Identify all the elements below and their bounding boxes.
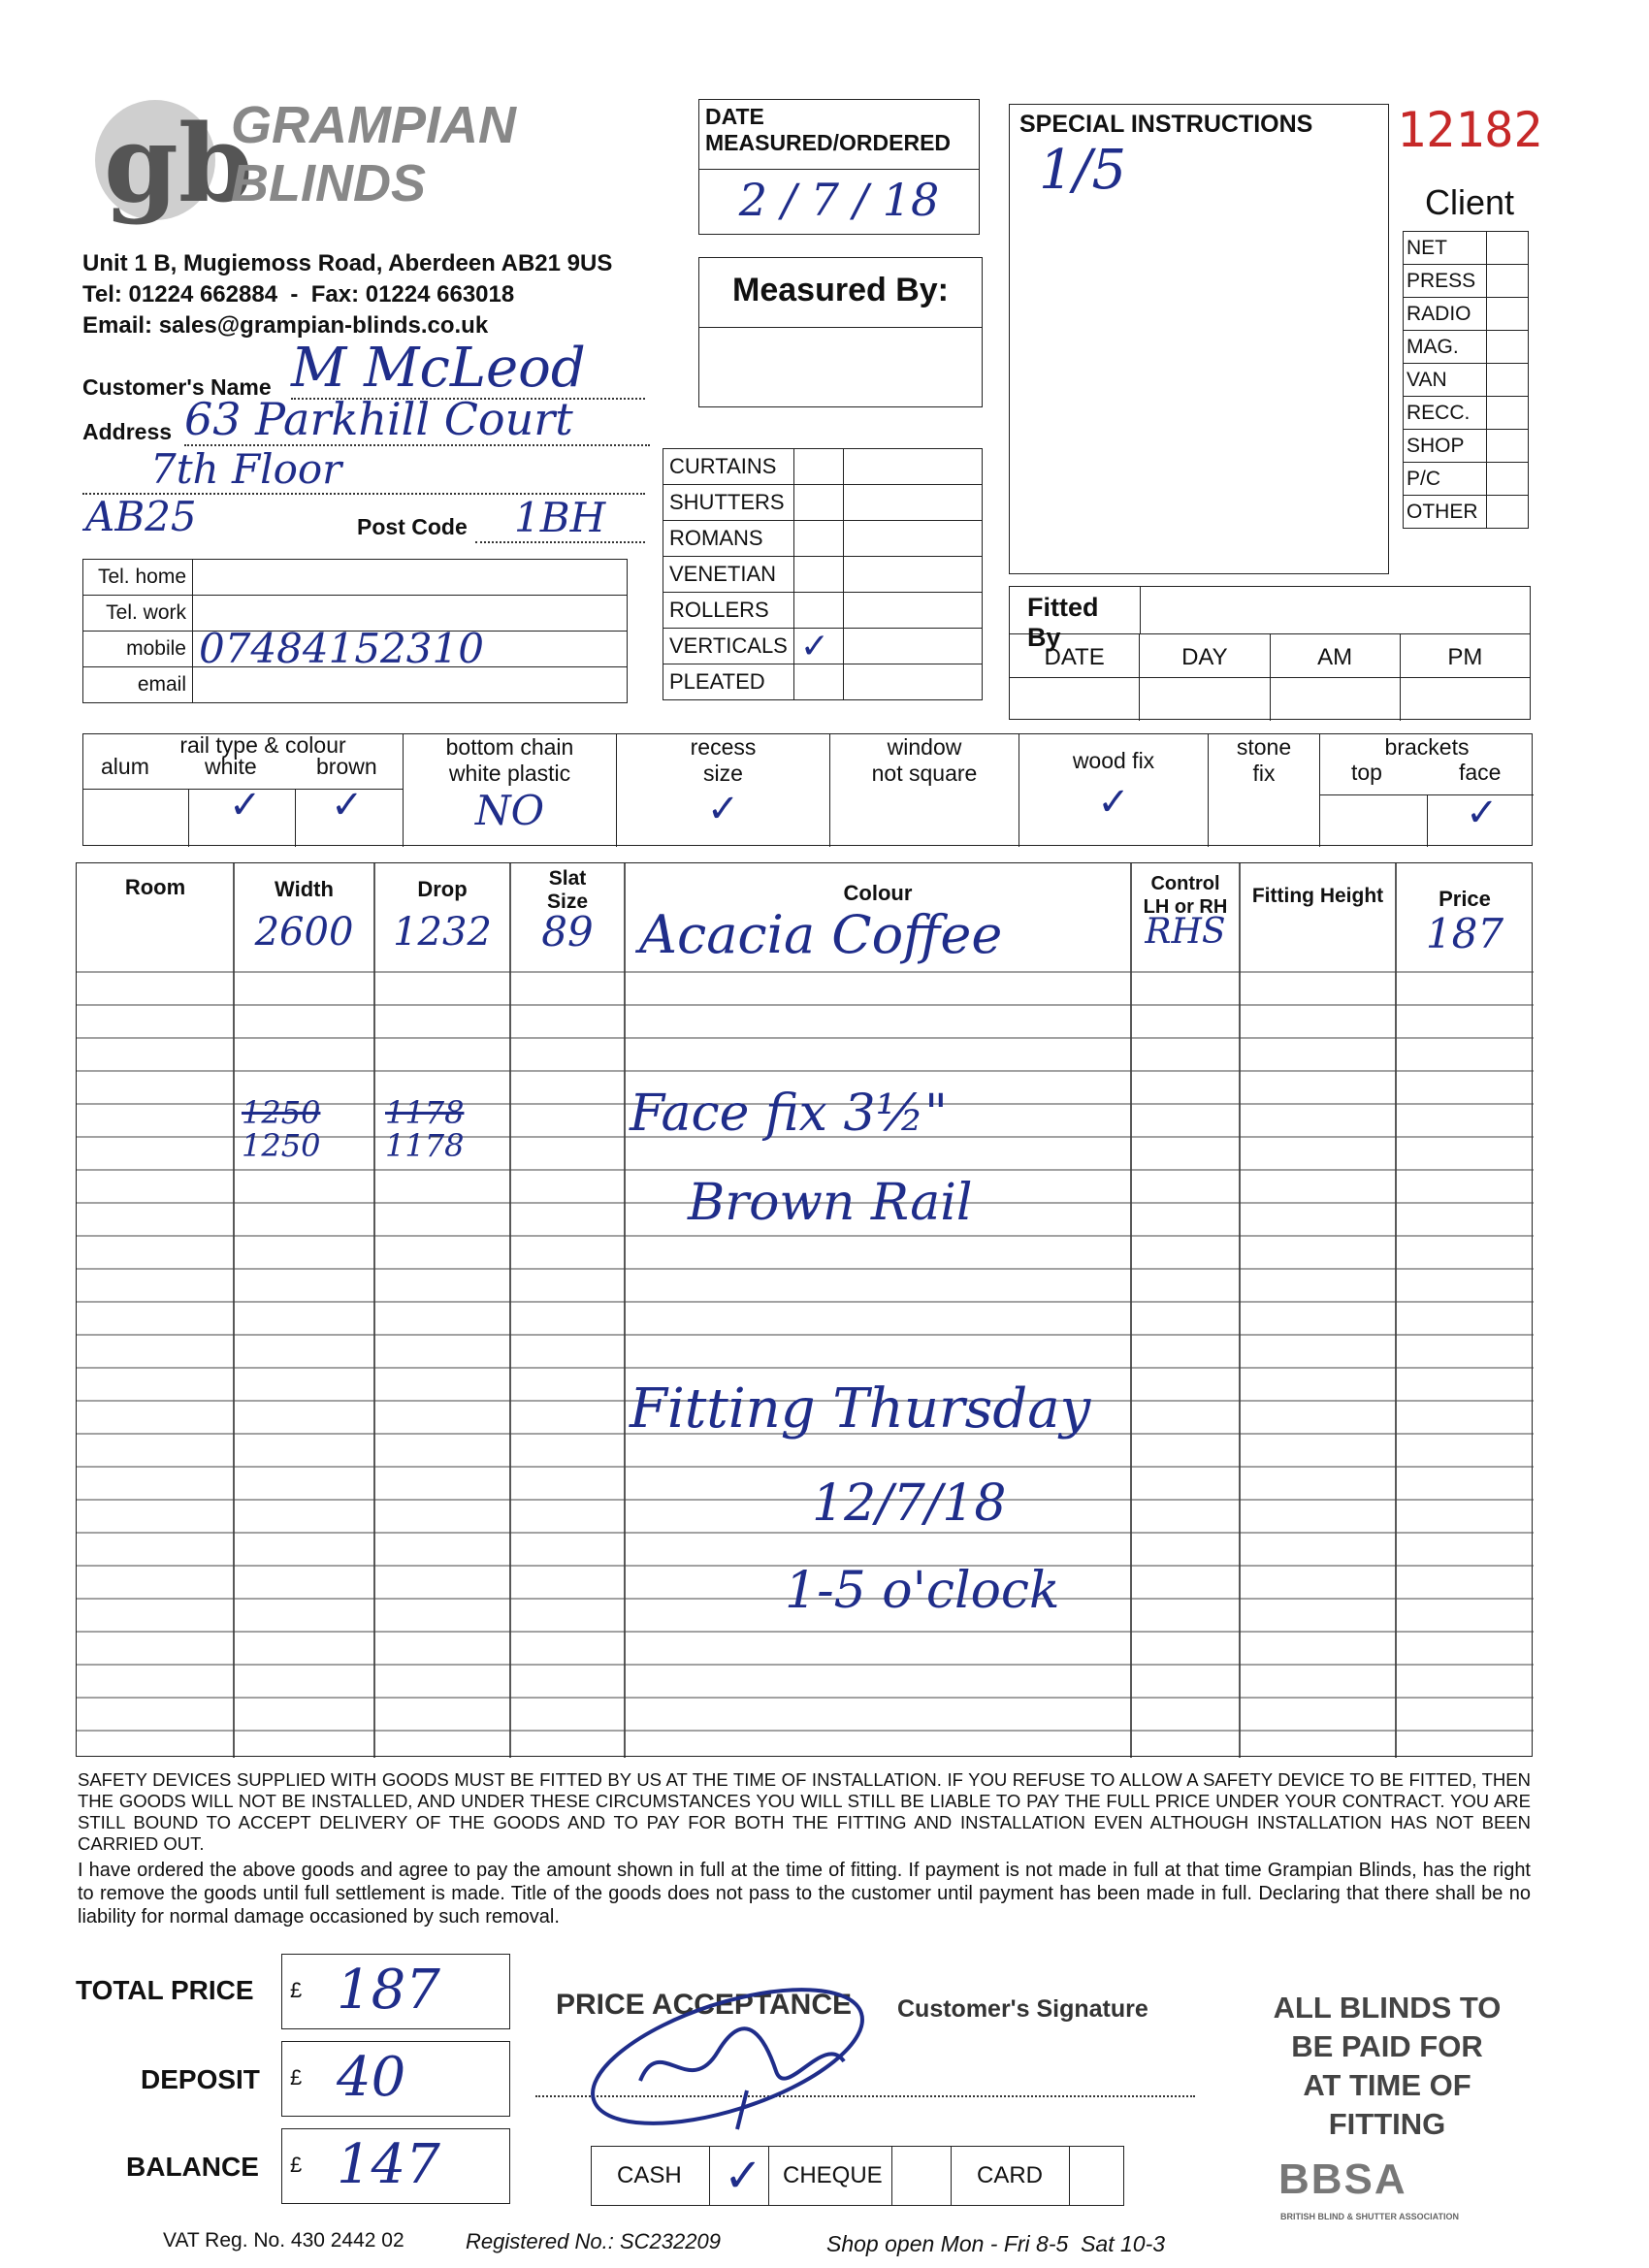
balance-currency: £ xyxy=(290,2153,303,2177)
rail-white-mark: ✓ xyxy=(229,784,262,826)
notice-line-4: FITTING xyxy=(1328,2107,1446,2141)
blind-type-mark[interactable] xyxy=(793,557,843,593)
customer-name-label: Customer's Name xyxy=(82,374,272,400)
contact-value[interactable] xyxy=(193,667,628,703)
form-number: 12182 xyxy=(1397,102,1543,158)
agreement-terms: I have ordered the above goods and agree to pay the amount shown in full at the time of fitting. If payment is not made in full at that time Grampian Blinds, has the right to remove the goods until full settlement is made. Title of the goods does not pass to the customer until payment has been made in full. Declaring that there shall be no liability for normal damage occasioned by such removal. xyxy=(78,1860,1531,1928)
blind-type-label: VERTICALS xyxy=(663,629,794,664)
fitted-by-col-label: PM xyxy=(1447,644,1483,670)
special-instructions-label: SPECIAL INSTRUCTIONS xyxy=(1019,111,1313,138)
postcode-label: Post Code xyxy=(357,514,468,539)
blind-type-row xyxy=(663,664,983,700)
width-note-2: 1250 xyxy=(242,1127,321,1164)
date-box xyxy=(698,99,980,235)
recess-label-1: recess xyxy=(690,734,757,760)
contact-row xyxy=(83,667,628,703)
width-note-1: 1250 xyxy=(242,1094,321,1131)
blind-type-row xyxy=(663,521,983,557)
rail-brown-label: brown xyxy=(316,754,377,779)
client-source-row xyxy=(1404,463,1529,496)
client-source-box[interactable] xyxy=(1487,430,1529,463)
company-phone: Tel: 01224 662884 - Fax: 01224 663018 xyxy=(82,281,515,308)
rail-white-label: white xyxy=(205,754,257,779)
blind-type-mark[interactable] xyxy=(793,664,843,700)
total-price-value: 187 xyxy=(337,1959,440,2022)
fitted-by-label: Fitted By xyxy=(1010,587,1141,633)
blind-type-label: PLEATED xyxy=(663,664,794,700)
brackets-cell xyxy=(1320,734,1534,847)
deposit-box xyxy=(281,2041,510,2117)
row1-slat: 89 xyxy=(541,908,594,956)
contact-label: email xyxy=(83,667,193,703)
blind-type-row xyxy=(663,449,983,485)
company-name-line1: GRAMPIAN xyxy=(231,96,516,154)
contact-row xyxy=(83,560,628,596)
client-source-label: P/C xyxy=(1404,463,1487,496)
stone-label-1: stone xyxy=(1236,734,1292,760)
brackets-top-label: top xyxy=(1351,760,1382,785)
card-option[interactable] xyxy=(952,2147,1070,2205)
contact-label: mobile xyxy=(83,632,193,667)
cheque-label: CHEQUE xyxy=(783,2162,883,2188)
company-email: Email: sales@grampian-blinds.co.uk xyxy=(82,312,489,339)
fitted-by-col-label: AM xyxy=(1271,634,1401,677)
rail-type-label: rail type & colour xyxy=(179,732,346,758)
cash-mark-cell xyxy=(710,2147,769,2205)
row1-colour: Acacia Coffee xyxy=(639,904,1003,965)
blind-type-mark[interactable] xyxy=(793,485,843,521)
contact-label: Tel. work xyxy=(83,596,193,632)
payment-notice xyxy=(1242,1989,1533,2144)
client-source-row xyxy=(1404,265,1529,298)
client-source-row xyxy=(1404,397,1529,430)
price-acceptance-label: PRICE ACCEPTANCE xyxy=(556,1989,853,2021)
stone-label-2: fix xyxy=(1252,761,1276,786)
blind-type-label: ROMANS xyxy=(663,521,794,557)
chain-mark: NO xyxy=(474,787,545,834)
client-source-box[interactable] xyxy=(1487,463,1529,496)
blind-type-mark[interactable] xyxy=(793,521,843,557)
client-label: Client xyxy=(1424,182,1515,222)
contact-table xyxy=(82,559,628,703)
client-source-box[interactable] xyxy=(1487,397,1529,430)
recess-cell xyxy=(617,734,830,847)
date-value: 2 / 7 / 18 xyxy=(738,174,940,226)
customer-name-value: M McLeod xyxy=(291,340,645,400)
header-room: Room xyxy=(124,875,186,899)
balance-box xyxy=(281,2128,510,2204)
brackets-face-label: face xyxy=(1459,760,1502,785)
vat-number: VAT Reg. No. 430 2442 02 xyxy=(163,2229,404,2252)
brackets-face-mark: ✓ xyxy=(1466,792,1499,834)
client-source-box[interactable] xyxy=(1487,298,1529,331)
blind-type-mark[interactable] xyxy=(793,593,843,629)
contact-value[interactable] xyxy=(193,560,628,596)
row1-width: 2600 xyxy=(254,910,354,955)
window-label-1: window xyxy=(887,734,962,760)
wood-fix-mark: ✓ xyxy=(1097,781,1130,824)
deposit-label: DEPOSIT xyxy=(141,2064,260,2094)
client-source-box[interactable] xyxy=(1487,331,1529,364)
row1-price: 187 xyxy=(1425,910,1504,957)
fitted-by-col-value[interactable] xyxy=(1140,678,1270,721)
logo-mark-icon xyxy=(82,92,253,228)
blind-type-label: ROLLERS xyxy=(663,593,794,629)
fitted-by-col-value[interactable] xyxy=(1010,678,1140,721)
address-line1: 63 Parkhill Court xyxy=(184,394,650,446)
note-fitting-time: 1-5 o'clock xyxy=(785,1562,1060,1620)
address-line2: 7th Floor xyxy=(82,446,645,495)
client-source-row xyxy=(1404,232,1529,265)
svg-text:gb: gb xyxy=(104,101,253,226)
client-source-label: NET xyxy=(1404,232,1487,265)
total-price-box xyxy=(281,1954,510,2029)
blind-type-row xyxy=(663,593,983,629)
customer-signature xyxy=(582,1974,902,2129)
header-fitting-height: Fitting Height xyxy=(1251,885,1384,907)
balance-label: BALANCE xyxy=(126,2152,259,2182)
brackets-label: brackets xyxy=(1384,734,1470,760)
wood-fix-label: wood fix xyxy=(1072,748,1155,773)
shop-hours: Shop open Mon - Fri 8-5 Sat 10-3 xyxy=(826,2231,1166,2256)
recess-label-2: size xyxy=(703,761,743,786)
contact-value[interactable]: 07484152310 xyxy=(193,632,628,667)
cash-option[interactable] xyxy=(592,2147,710,2205)
note-fitting-date: 12/7/18 xyxy=(812,1474,1007,1533)
row1-drop: 1232 xyxy=(393,910,492,955)
header-slat-1: Slat xyxy=(548,867,587,890)
bbsa-logo: BBSA xyxy=(1278,2155,1407,2203)
chain-cell xyxy=(404,734,617,847)
total-price-label: TOTAL PRICE xyxy=(76,1975,254,2005)
address-label: Address xyxy=(82,419,173,444)
chain-label-1: bottom chain xyxy=(445,734,574,760)
blind-type-mark[interactable]: ✓ xyxy=(793,629,843,664)
client-source-table xyxy=(1403,231,1529,529)
blind-type-label: VENETIAN xyxy=(663,557,794,593)
window-cell xyxy=(830,734,1019,847)
header-control-1: Control xyxy=(1150,873,1220,894)
company-logo xyxy=(82,92,253,228)
client-source-row xyxy=(1404,331,1529,364)
blind-type-table xyxy=(663,448,983,700)
safety-terms: SAFETY DEVICES SUPPLIED WITH GOODS MUST BE FITTED BY US AT THE TIME OF INSTALLATION. IF YOU REFUSE TO ALLOW A SAFETY DEVICE TO BE FITTED, THEN THE GOODS WILL NOT BE INSTALLED, AND UNDER THESE CIRCUMSTANCES YOU WILL STILL BE LIABLE TO PAY THE FULL PRICE UNDER YOUR CONTRACT. YOU ARE STILL BOUND TO ACCEPT DELIVERY OF THE GOODS AND TO PAY FOR BOTH THE FITTING AND INSTALLATION EVEN ALTHOUGH INSTALLATION HAS NOT BEEN CARRIED OUT. xyxy=(78,1769,1531,1854)
client-source-label: PRESS xyxy=(1404,265,1487,298)
client-source-label: VAN xyxy=(1404,364,1487,397)
header-drop: Drop xyxy=(417,877,468,901)
total-currency: £ xyxy=(290,1978,303,2002)
fitted-by-box xyxy=(1009,586,1531,720)
notice-line-3: AT TIME OF xyxy=(1303,2068,1471,2102)
client-source-box[interactable] xyxy=(1487,265,1529,298)
client-source-row xyxy=(1404,496,1529,529)
cash-label: CASH xyxy=(617,2162,682,2188)
rail-type-cell xyxy=(83,734,404,847)
note-brown-rail: Brown Rail xyxy=(688,1174,973,1232)
client-source-box[interactable] xyxy=(1487,232,1529,265)
contact-row xyxy=(83,632,628,667)
wood-fix-cell xyxy=(1019,734,1209,847)
customer-signature-label: Customer's Signature xyxy=(897,1995,1148,2023)
client-source-row xyxy=(1404,430,1529,463)
row1-control: RHS xyxy=(1145,912,1226,952)
registered-number: Registered No.: SC232209 xyxy=(466,2229,721,2253)
notice-line-2: BE PAID FOR xyxy=(1291,2029,1483,2063)
chain-label-2: white plastic xyxy=(448,761,571,786)
company-address: Unit 1 B, Mugiemoss Road, Aberdeen AB21 9US xyxy=(82,250,613,276)
notice-line-1: ALL BLINDS TO xyxy=(1273,1991,1502,2025)
client-source-label: MAG. xyxy=(1404,331,1487,364)
drop-note-2: 1178 xyxy=(385,1127,465,1164)
window-label-2: not square xyxy=(871,761,978,786)
client-source-label: RECC. xyxy=(1404,397,1487,430)
blind-type-label: SHUTTERS xyxy=(663,485,794,521)
date-label-2: MEASURED/ORDERED xyxy=(705,130,952,155)
blind-type-row xyxy=(663,485,983,521)
order-grid-lines xyxy=(77,863,1534,1758)
recess-mark: ✓ xyxy=(706,788,740,830)
bbsa-tagline: BRITISH BLIND & SHUTTER ASSOCIATION xyxy=(1280,2212,1459,2221)
contact-label: Tel. home xyxy=(83,560,193,596)
header-slat-2: Size xyxy=(546,891,589,913)
client-source-box[interactable] xyxy=(1487,496,1529,529)
blind-type-mark[interactable] xyxy=(793,449,843,485)
client-source-box[interactable] xyxy=(1487,364,1529,397)
header-colour: Colour xyxy=(843,881,913,905)
client-source-row xyxy=(1404,364,1529,397)
postcode-value: 1BH xyxy=(475,495,645,543)
cash-mark: ✓ xyxy=(724,2151,763,2202)
rail-alum-label: alum xyxy=(101,754,149,779)
blind-type-row xyxy=(663,557,983,593)
balance-value: 147 xyxy=(337,2133,440,2196)
blind-type-label: CURTAINS xyxy=(663,449,794,485)
deposit-currency: £ xyxy=(290,2065,303,2090)
special-instructions-box xyxy=(1009,104,1389,574)
payment-methods xyxy=(591,2146,1124,2206)
drop-note-1: 1178 xyxy=(385,1094,465,1131)
note-face-fix: Face fix 3½" xyxy=(630,1085,948,1143)
stone-fix-cell xyxy=(1209,734,1320,847)
company-name-line2: BLINDS xyxy=(231,154,426,212)
special-instructions-value: 1/5 xyxy=(1039,139,1127,202)
measured-by-label: Measured By: xyxy=(699,258,982,328)
client-source-row xyxy=(1404,298,1529,331)
date-label-1: DATE xyxy=(705,104,764,129)
blind-type-row xyxy=(663,629,983,664)
fitted-by-col-value[interactable] xyxy=(1271,678,1401,721)
deposit-value: 40 xyxy=(337,2046,406,2109)
header-price: Price xyxy=(1439,887,1491,911)
fitted-by-col-label: DAY xyxy=(1140,634,1270,677)
header-width: Width xyxy=(275,877,334,901)
rail-brown-mark: ✓ xyxy=(331,784,364,826)
client-source-label: OTHER xyxy=(1404,496,1487,529)
order-table xyxy=(76,862,1533,1757)
fitted-by-col-value[interactable] xyxy=(1401,678,1530,721)
address-line3: AB25 xyxy=(85,493,197,540)
cheque-option[interactable] xyxy=(769,2147,892,2205)
measured-by-box xyxy=(698,257,983,407)
card-label: CARD xyxy=(977,2162,1044,2188)
header-control-2: LH or RH xyxy=(1143,896,1228,918)
fitted-by-col-label: DATE xyxy=(1010,634,1140,677)
options-row xyxy=(82,733,1533,846)
client-source-label: RADIO xyxy=(1404,298,1487,331)
client-source-label: SHOP xyxy=(1404,430,1487,463)
note-fitting-day: Fitting Thursday xyxy=(630,1377,1091,1441)
